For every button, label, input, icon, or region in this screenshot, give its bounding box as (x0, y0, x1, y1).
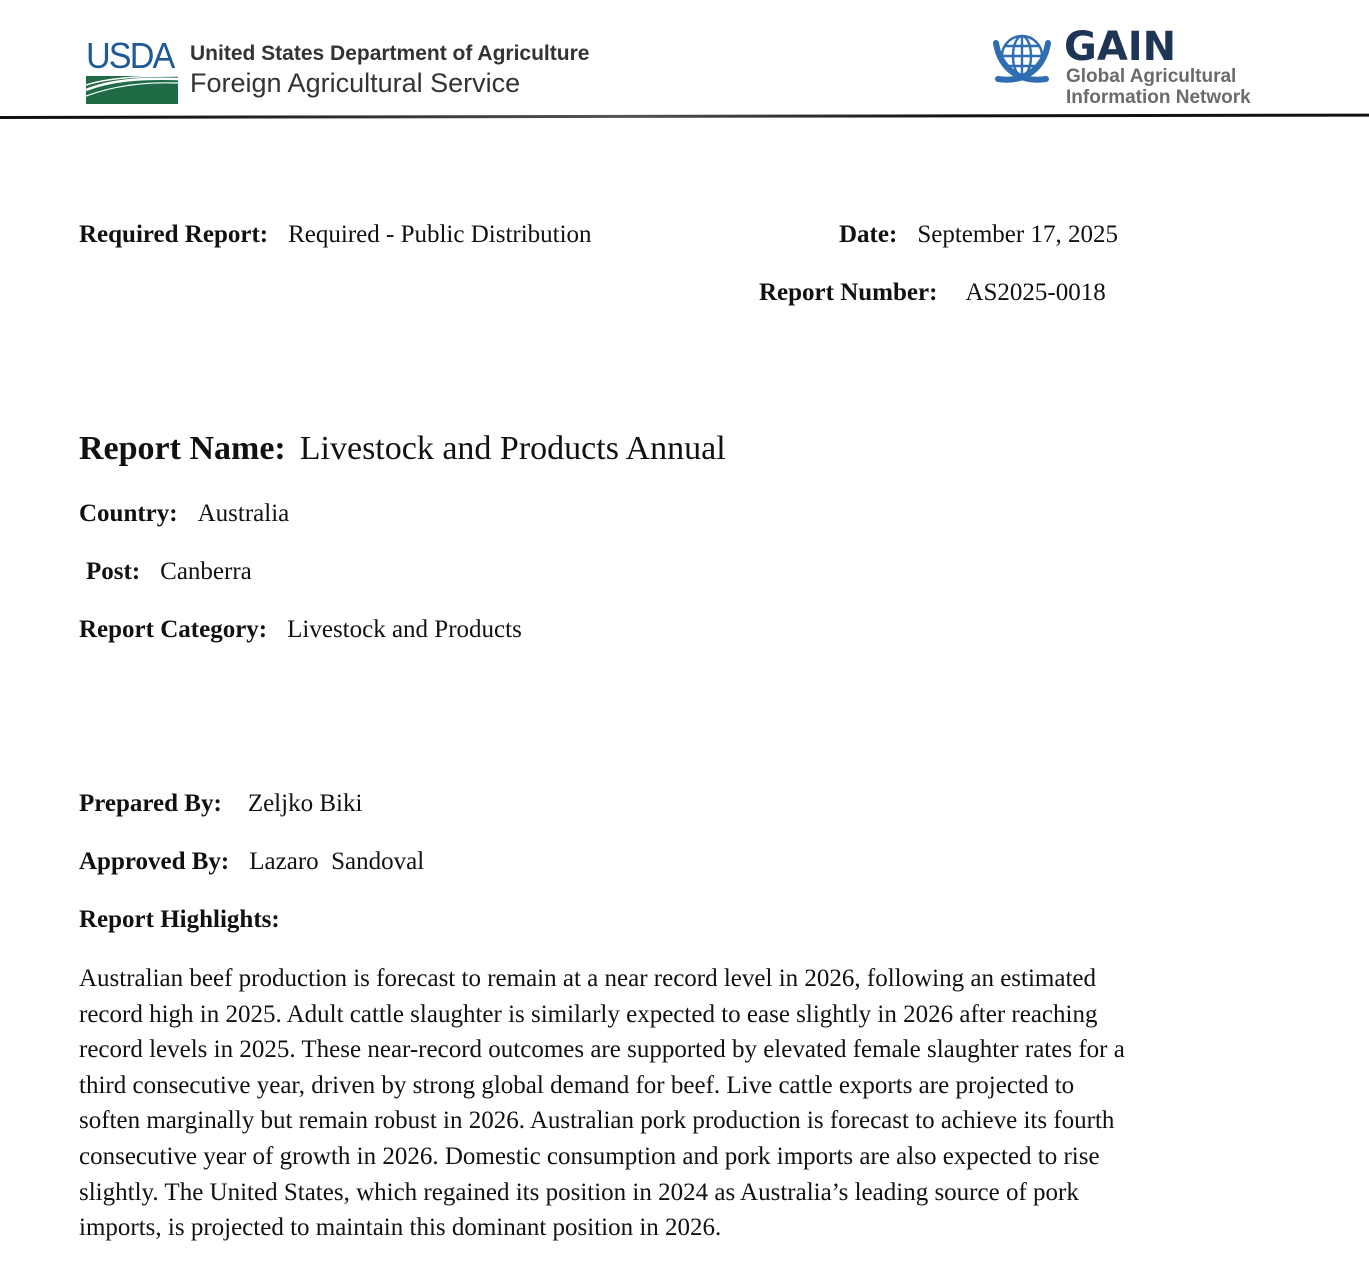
globe-icon (992, 29, 1052, 89)
required-report-label: Required Report: (79, 221, 269, 248)
agency-service-name: Foreign Agricultural Service (190, 68, 521, 98)
required-report-value: Required - Public Distribution (288, 221, 592, 248)
header-divider (0, 114, 1369, 119)
report-category-field (79, 615, 522, 645)
report-category-label: Report Category: (79, 616, 268, 643)
country-field (79, 499, 289, 529)
post-value: Canberra (160, 558, 252, 585)
report-category-value: Livestock and Products (287, 616, 522, 643)
highlights-line: slightly. The United States, which regained its position in 2024 as Australia’s leading source of pork (79, 1178, 1079, 1206)
highlights-line: record levels in 2025. These near-record outcomes are supported by elevated female slaughter rates for a (79, 1036, 1125, 1064)
prepared-by-field (79, 789, 362, 819)
highlights-line: imports, is projected to maintain this dominant position in 2026. (79, 1214, 722, 1242)
approved-by-field (79, 847, 424, 877)
gain-title: GAIN (1064, 24, 1177, 70)
usda-fields-icon (86, 76, 178, 104)
report-name-field (79, 428, 726, 470)
post-label: Post: (86, 558, 141, 585)
prepared-by-label: Prepared By: (79, 790, 222, 817)
highlights-line: consecutive year of growth in 2026. Domestic consumption and pork imports are also expected to rise (79, 1142, 1100, 1170)
country-value: Australia (197, 500, 290, 527)
report-number-value: AS2025-0018 (965, 279, 1106, 306)
required-report-field (79, 220, 592, 250)
report-number-label: Report Number: (759, 279, 938, 306)
report-highlights-title: Report Highlights: (79, 906, 280, 933)
report-number-field (759, 278, 1106, 308)
country-label: Country: (79, 500, 178, 527)
highlights-line: Australian beef production is forecast to remain at a near record level in 2026, following an estimated (79, 965, 1097, 992)
highlights-line: soften marginally but remain robust in 2026. Australian pork production is forecast to achieve its fourth (79, 1107, 1115, 1135)
report-name-label: Report Name: (79, 430, 286, 467)
report-highlights-body (79, 961, 1219, 1246)
post-field (86, 557, 252, 587)
prepared-by-value: Zeljko Biki (247, 790, 363, 817)
highlights-line: record high in 2025. Adult cattle slaughter is similarly expected to ease slightly in 2026 after reaching (79, 1000, 1098, 1028)
gain-subtitle-line2: Information Network (1066, 87, 1251, 108)
gain-subtitle-line1: Global Agricultural (1066, 66, 1237, 87)
highlights-line: third consecutive year, driven by strong global demand for beef. Live cattle exports are projected to (79, 1071, 1075, 1099)
date-field (839, 220, 1118, 250)
date-label: Date: (839, 221, 898, 248)
approved-by-label: Approved By: (79, 848, 230, 875)
date-value: September 17, 2025 (917, 221, 1118, 248)
report-name-value: Livestock and Products Annual (299, 430, 726, 467)
agency-name: United States Department of Agriculture (190, 42, 590, 65)
usda-logo (86, 35, 178, 106)
approved-by-value: Lazaro Sandoval (249, 848, 425, 875)
usda-logo-text: USDA (86, 35, 174, 76)
